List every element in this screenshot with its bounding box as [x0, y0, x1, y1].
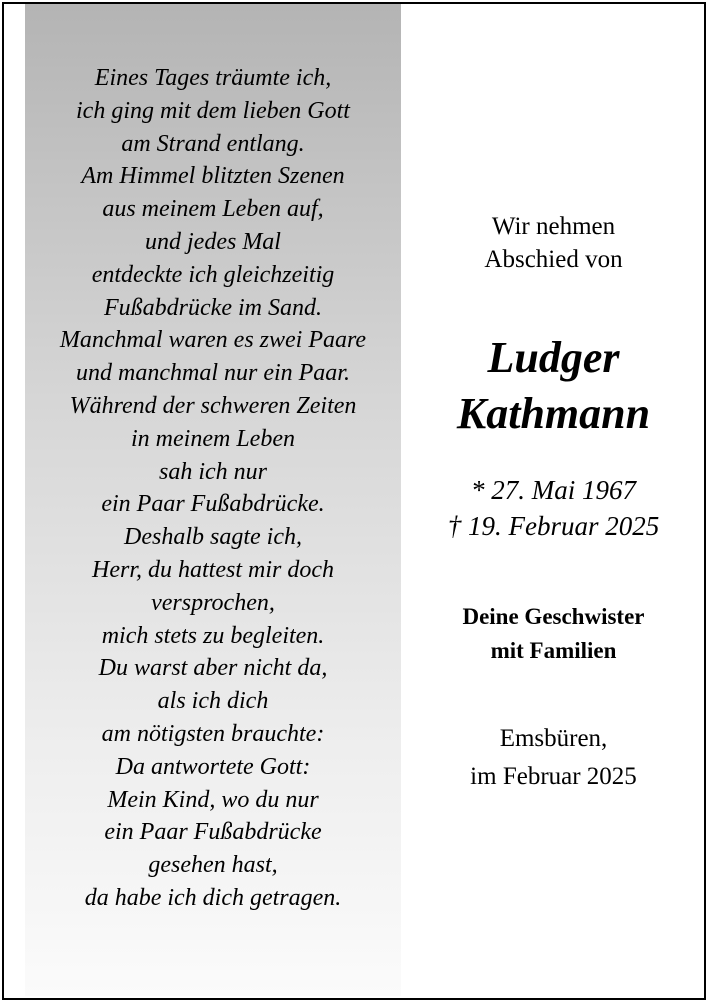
poem-line: ein Paar Fußabdrücke.	[101, 491, 325, 518]
intro-line: Wir nehmen	[491, 213, 616, 240]
birth-date: * 27. Mai 1967	[471, 475, 636, 505]
mourners-line: Deine Geschwister	[462, 604, 645, 629]
poem-line: aus meinem Leben auf,	[102, 196, 324, 223]
poem-line: Während der schweren Zeiten	[69, 392, 357, 419]
notice-date: im Februar 2025	[470, 763, 637, 790]
first-name: Ludger	[487, 333, 620, 382]
poem-line: ich ging mit dem lieben Gott	[76, 97, 350, 124]
poem-line: mich stets zu begleiten.	[101, 622, 325, 649]
poem-line: und manchmal nur ein Paar.	[76, 360, 350, 387]
poem-line: gesehen hast,	[148, 852, 278, 879]
poem-line: versprochen,	[151, 589, 275, 616]
poem-line: in meinem Leben	[131, 425, 295, 452]
poem-line: am nötigsten brauchte:	[101, 720, 325, 747]
poem-line: da habe ich dich getragen.	[84, 884, 342, 911]
poem-line: sah ich nur	[159, 458, 267, 485]
place-and-date	[401, 720, 706, 796]
farewell-intro	[401, 210, 706, 276]
place: Emsbüren,	[499, 725, 608, 752]
poem-line: Eines Tages träumte ich,	[94, 65, 332, 91]
poem-line: Manchmal waren es zwei Paare	[59, 327, 367, 354]
poem-line: entdeckte ich gleichzeitig	[91, 261, 335, 288]
poem	[25, 62, 401, 915]
poem-line: Fußabdrücke im Sand.	[104, 294, 322, 321]
poem-line: Deshalb sagte ich,	[124, 524, 302, 551]
deceased-name	[401, 330, 706, 442]
poem-line: am Strand entlang.	[121, 130, 305, 157]
life-dates	[401, 472, 706, 544]
poem-line: ein Paar Fußabdrücke	[104, 819, 322, 846]
poem-line: und jedes Mal	[145, 228, 281, 255]
poem-line: Am Himmel blitzten Szenen	[81, 163, 345, 190]
death-date: † 19. Februar 2025	[447, 511, 660, 541]
poem-line: Mein Kind, wo du nur	[107, 786, 319, 813]
intro-line: Abschied von	[484, 246, 623, 273]
mourners-line: mit Familien	[490, 638, 617, 663]
poem-line: Du warst aber nicht da,	[98, 655, 328, 682]
poem-line: Herr, du hattest mir doch	[92, 556, 334, 583]
mourners	[401, 600, 706, 668]
last-name: Kathmann	[456, 389, 651, 438]
poem-line: Da antwortete Gott:	[115, 753, 311, 780]
poem-line: als ich dich	[157, 688, 269, 715]
